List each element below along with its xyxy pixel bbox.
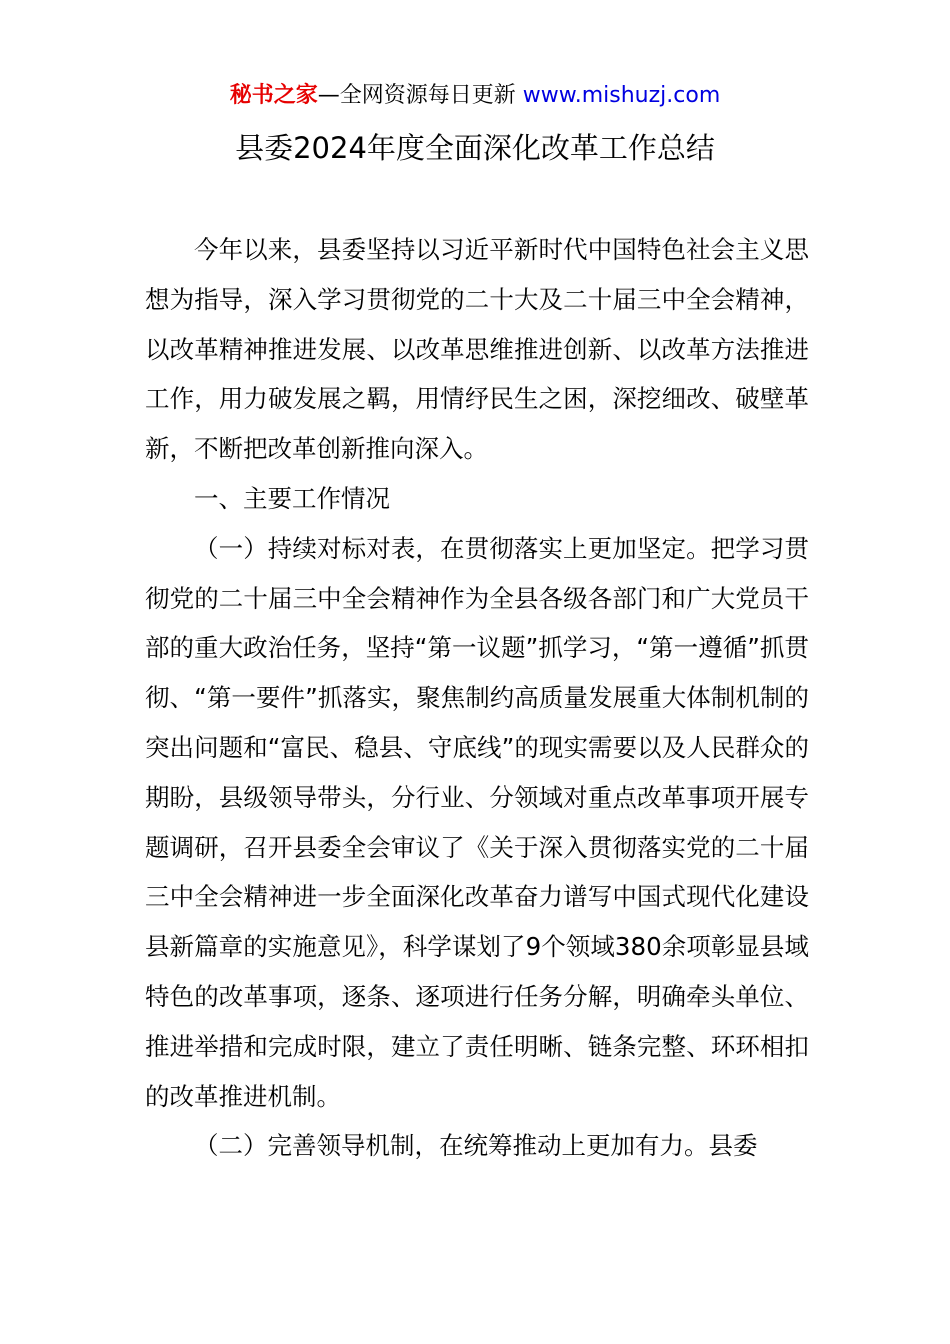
brand-name: 秘书之家 — [229, 83, 318, 108]
body-paragraph: （二）完善领导机制，在统筹推动上更加有力。县委 — [194, 1131, 758, 1161]
document-body — [145, 225, 809, 1171]
site-url-link[interactable]: www.mishuzj.com — [522, 83, 721, 108]
site-tagline: —全网资源每日更新 — [317, 83, 523, 108]
intro-paragraph: 今年以来，县委坚持以习近平新时代中国特色社会主义思想为指导，深入学习贯彻党的二十大及二十届三中全会精神，以改革精神推进发展、以改革思维推进创新、以改革方法推进工作，用力破发展之羁，用情纾民生之困，深挖细改、破壁革新，不断把改革创新推向深入。 — [145, 235, 809, 464]
body-paragraph: （一）持续对标对表，在贯彻落实上更加坚定。把学习贯彻党的二十届三中全会精神作为全县各级各部门和广大党员干部的重大政治任务，坚持“第一议题”抓学习，“第一遵循”抓贯彻、“第一要件”抓落实，聚焦制约高质量发展重大体制机制的突出问题和“富民、稳县、守底线”的现实需要以及人民群众的期盼，县级领导带头，分行业、分领域对重点改革事项开展专题调研，召开县委全会审议了《关于深入贯彻落实党的二十届三中全会精神进一步全面深化改革奋力谱写中国式现代化建设县新篇章的实施意见》，科学谋划了9个领域380余项彰显县域特色的改革事项，逐条、逐项进行任务分解，明确牵头单位、推进举措和完成时限，建立了责任明晰、链条完整、环环相扣的改革推进机制。 — [145, 533, 809, 1111]
document-title: 县委2024年度全面深化改革工作总结 — [235, 131, 715, 165]
site-header — [0, 80, 950, 112]
section-heading: 一、主要工作情况 — [194, 483, 390, 513]
